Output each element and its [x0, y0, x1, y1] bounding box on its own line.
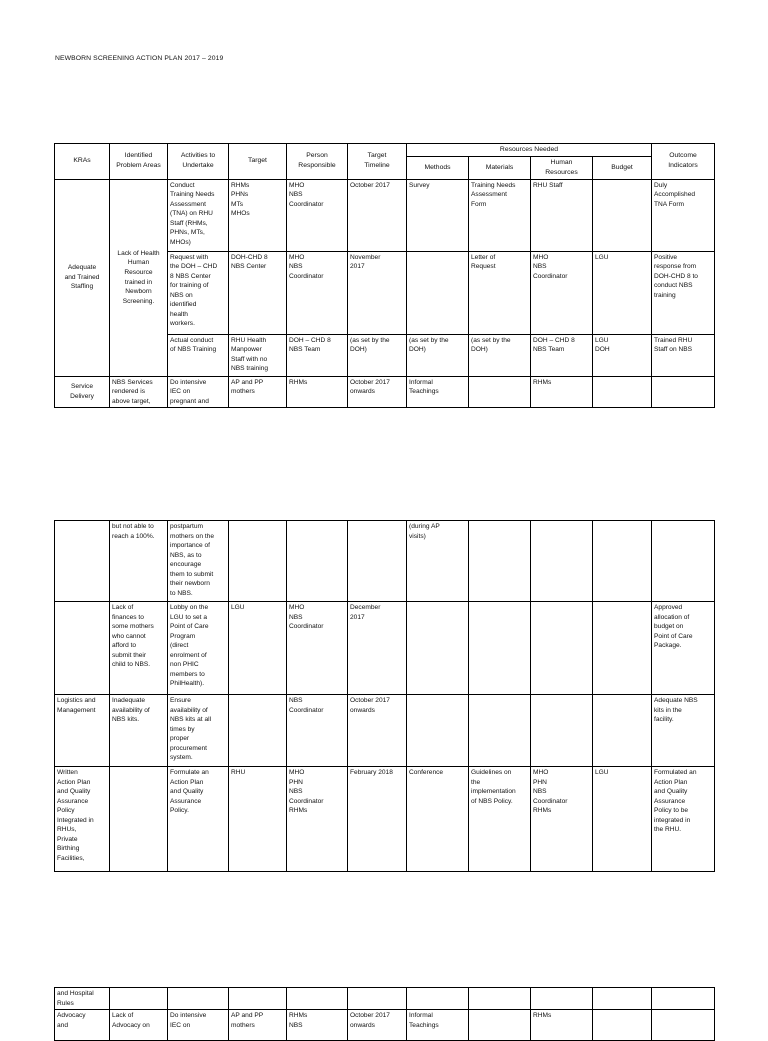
problem-cell: NBS Services rendered is above target,	[110, 376, 168, 408]
human-resources-cell	[531, 695, 593, 767]
activity-cell: Actual conduct of NBS Training	[168, 334, 229, 376]
outcome-cell: Adequate NBS kits in the facility.	[652, 695, 715, 767]
human-resources-cell	[531, 602, 593, 695]
table-row	[55, 988, 715, 1010]
kra-cell: Logistics and Management	[55, 695, 110, 767]
timeline-cell: October 2017 onwards	[348, 376, 407, 408]
outcome-cell: Positive response from DOH-CHD 8 to conduct NBS training	[652, 251, 715, 334]
methods-cell	[407, 988, 469, 1010]
activity-cell: Do intensive IEC on pregnant and	[168, 376, 229, 408]
materials-cell: Guidelines on the implementation of NBS Policy.	[469, 767, 531, 872]
budget-cell	[593, 521, 652, 602]
problem-cell: Inadequate availability of NBS kits.	[110, 695, 168, 767]
header-row	[55, 144, 715, 157]
materials-cell	[469, 376, 531, 408]
table-row	[55, 695, 715, 767]
budget-cell: LGU	[593, 251, 652, 334]
person-cell: MHO NBS Coordinator	[287, 251, 348, 334]
table-row	[55, 602, 715, 695]
target-cell: AP and PP mothers	[229, 376, 287, 408]
target-cell: RHMs PHNs MTs MHOs	[229, 179, 287, 251]
problem-cell	[110, 988, 168, 1010]
activity-cell: Ensure availability of NBS kits at all times by proper procurement system.	[168, 695, 229, 767]
activity-cell: postpartum mothers on the importance of NBS, as to encourage them to submit their newborn to NBS.	[168, 521, 229, 602]
person-cell: RHMs NBS	[287, 1010, 348, 1041]
human-resources-cell: MHO NBS Coordinator	[531, 251, 593, 334]
document-title: NEWBORN SCREENING ACTION PLAN 2017 – 2019	[55, 55, 224, 62]
materials-cell	[469, 988, 531, 1010]
outcome-cell: Duly Accomplished TNA Form	[652, 179, 715, 251]
human-resources-cell	[531, 988, 593, 1010]
activity-cell: Conduct Training Needs Assessment (TNA) on RHU Staff (RHMs, PHNs, MTs, MHOs)	[168, 179, 229, 251]
timeline-cell: October 2017 onwards	[348, 1010, 407, 1041]
person-cell: MHO NBS Coordinator	[287, 602, 348, 695]
outcome-cell	[652, 1010, 715, 1041]
problem-cell: Lack of Advocacy on	[110, 1010, 168, 1041]
header-target: Target	[229, 144, 287, 180]
budget-cell	[593, 179, 652, 251]
materials-cell	[469, 521, 531, 602]
kra-cell: Service Delivery	[55, 376, 110, 408]
materials-cell	[469, 602, 531, 695]
timeline-cell: November 2017	[348, 251, 407, 334]
kra-cell	[55, 521, 110, 602]
target-cell: DOH-CHD 8 NBS Center	[229, 251, 287, 334]
outcome-cell: Formulated an Action Plan and Quality Assurance Policy to be integrated in the RHU.	[652, 767, 715, 872]
timeline-cell: October 2017	[348, 179, 407, 251]
target-cell	[229, 521, 287, 602]
timeline-cell: October 2017 onwards	[348, 695, 407, 767]
budget-cell: LGU DOH	[593, 334, 652, 376]
methods-cell	[407, 251, 469, 334]
activity-cell: Do intensive IEC on	[168, 1010, 229, 1041]
methods-cell: Informal Teachings	[407, 376, 469, 408]
header-outcome-indicators: Outcome Indicators	[652, 144, 715, 180]
header-person-responsible: Person Responsible	[287, 144, 348, 180]
methods-cell: Survey	[407, 179, 469, 251]
budget-cell	[593, 602, 652, 695]
header-identified-problem-areas: Identified Problem Areas	[110, 144, 168, 180]
target-cell: RHU Health Manpower Staff with no NBS training	[229, 334, 287, 376]
budget-cell	[593, 695, 652, 767]
activity-cell: Formulate an Action Plan and Quality Assurance Policy.	[168, 767, 229, 872]
header-methods: Methods	[407, 156, 469, 179]
kra-cell: and Hospital Rules	[55, 988, 110, 1010]
header-human-resources: Human Resources	[531, 156, 593, 179]
header-kras: KRAs	[55, 144, 110, 180]
methods-cell: (during AP visits)	[407, 521, 469, 602]
person-cell: RHMs	[287, 376, 348, 408]
budget-cell	[593, 1010, 652, 1041]
problem-cell: Lack of Health Human Resource trained in Newborn Screening.	[110, 179, 168, 376]
timeline-cell: December 2017	[348, 602, 407, 695]
human-resources-cell: MHO PHN NBS Coordinator RHMs	[531, 767, 593, 872]
human-resources-cell: RHU Staff	[531, 179, 593, 251]
methods-cell: Conference	[407, 767, 469, 872]
methods-cell: (as set by the DOH)	[407, 334, 469, 376]
target-cell	[229, 988, 287, 1010]
target-cell: LGU	[229, 602, 287, 695]
outcome-cell	[652, 521, 715, 602]
target-cell	[229, 695, 287, 767]
table-row	[55, 767, 715, 872]
person-cell	[287, 988, 348, 1010]
problem-cell	[110, 767, 168, 872]
header-resources-needed: Resources Needed	[407, 144, 652, 157]
budget-cell	[593, 988, 652, 1010]
materials-cell	[469, 1010, 531, 1041]
methods-cell	[407, 695, 469, 767]
materials-cell: Training Needs Assessment Form	[469, 179, 531, 251]
materials-cell	[469, 695, 531, 767]
person-cell: NBS Coordinator	[287, 695, 348, 767]
header-budget: Budget	[593, 156, 652, 179]
methods-cell: Informal Teachings	[407, 1010, 469, 1041]
activity-cell: Request with the DOH – CHD 8 NBS Center for training of NBS on identified health workers.	[168, 251, 229, 334]
target-cell: RHU	[229, 767, 287, 872]
header-activities: Activities to Undertake	[168, 144, 229, 180]
problem-cell: but not able to reach a 100%.	[110, 521, 168, 602]
human-resources-cell: DOH – CHD 8 NBS Team	[531, 334, 593, 376]
budget-cell	[593, 376, 652, 408]
outcome-cell: Approved allocation of budget on Point of Care Package.	[652, 602, 715, 695]
materials-cell: (as set by the DOH)	[469, 334, 531, 376]
action-plan-table-page-3	[54, 987, 715, 1041]
outcome-cell	[652, 988, 715, 1010]
methods-cell	[407, 602, 469, 695]
header-materials: Materials	[469, 156, 531, 179]
kra-cell: Adequate and Trained Staffing	[55, 179, 110, 376]
timeline-cell	[348, 988, 407, 1010]
person-cell	[287, 521, 348, 602]
budget-cell: LGU	[593, 767, 652, 872]
header-target-timeline: Target Timeline	[348, 144, 407, 180]
target-cell: AP and PP mothers	[229, 1010, 287, 1041]
timeline-cell: February 2018	[348, 767, 407, 872]
human-resources-cell: RHMs	[531, 376, 593, 408]
timeline-cell	[348, 521, 407, 602]
action-plan-table-page-1	[54, 143, 715, 408]
table-row	[55, 521, 715, 602]
activity-cell: Lobby on the LGU to set a Point of Care Program (direct enrolment of non PHIC members to PhilHealth).	[168, 602, 229, 695]
table-row	[55, 1010, 715, 1041]
problem-cell: Lack of finances to some mothers who cannot afford to submit their child to NBS.	[110, 602, 168, 695]
table-row	[55, 179, 715, 251]
person-cell: MHO NBS Coordinator	[287, 179, 348, 251]
kra-cell	[55, 602, 110, 695]
person-cell: DOH – CHD 8 NBS Team	[287, 334, 348, 376]
person-cell: MHO PHN NBS Coordinator RHMs	[287, 767, 348, 872]
table-row	[55, 376, 715, 408]
outcome-cell	[652, 376, 715, 408]
human-resources-cell	[531, 521, 593, 602]
kra-cell: Advocacy and	[55, 1010, 110, 1041]
activity-cell	[168, 988, 229, 1010]
timeline-cell: (as set by the DOH)	[348, 334, 407, 376]
kra-cell: Written Action Plan and Quality Assurance Policy Integrated in RHUs, Private Birthing Facilities,	[55, 767, 110, 872]
materials-cell: Letter of Request	[469, 251, 531, 334]
action-plan-table-page-2	[54, 520, 715, 872]
human-resources-cell: RHMs	[531, 1010, 593, 1041]
outcome-cell: Trained RHU Staff on NBS	[652, 334, 715, 376]
